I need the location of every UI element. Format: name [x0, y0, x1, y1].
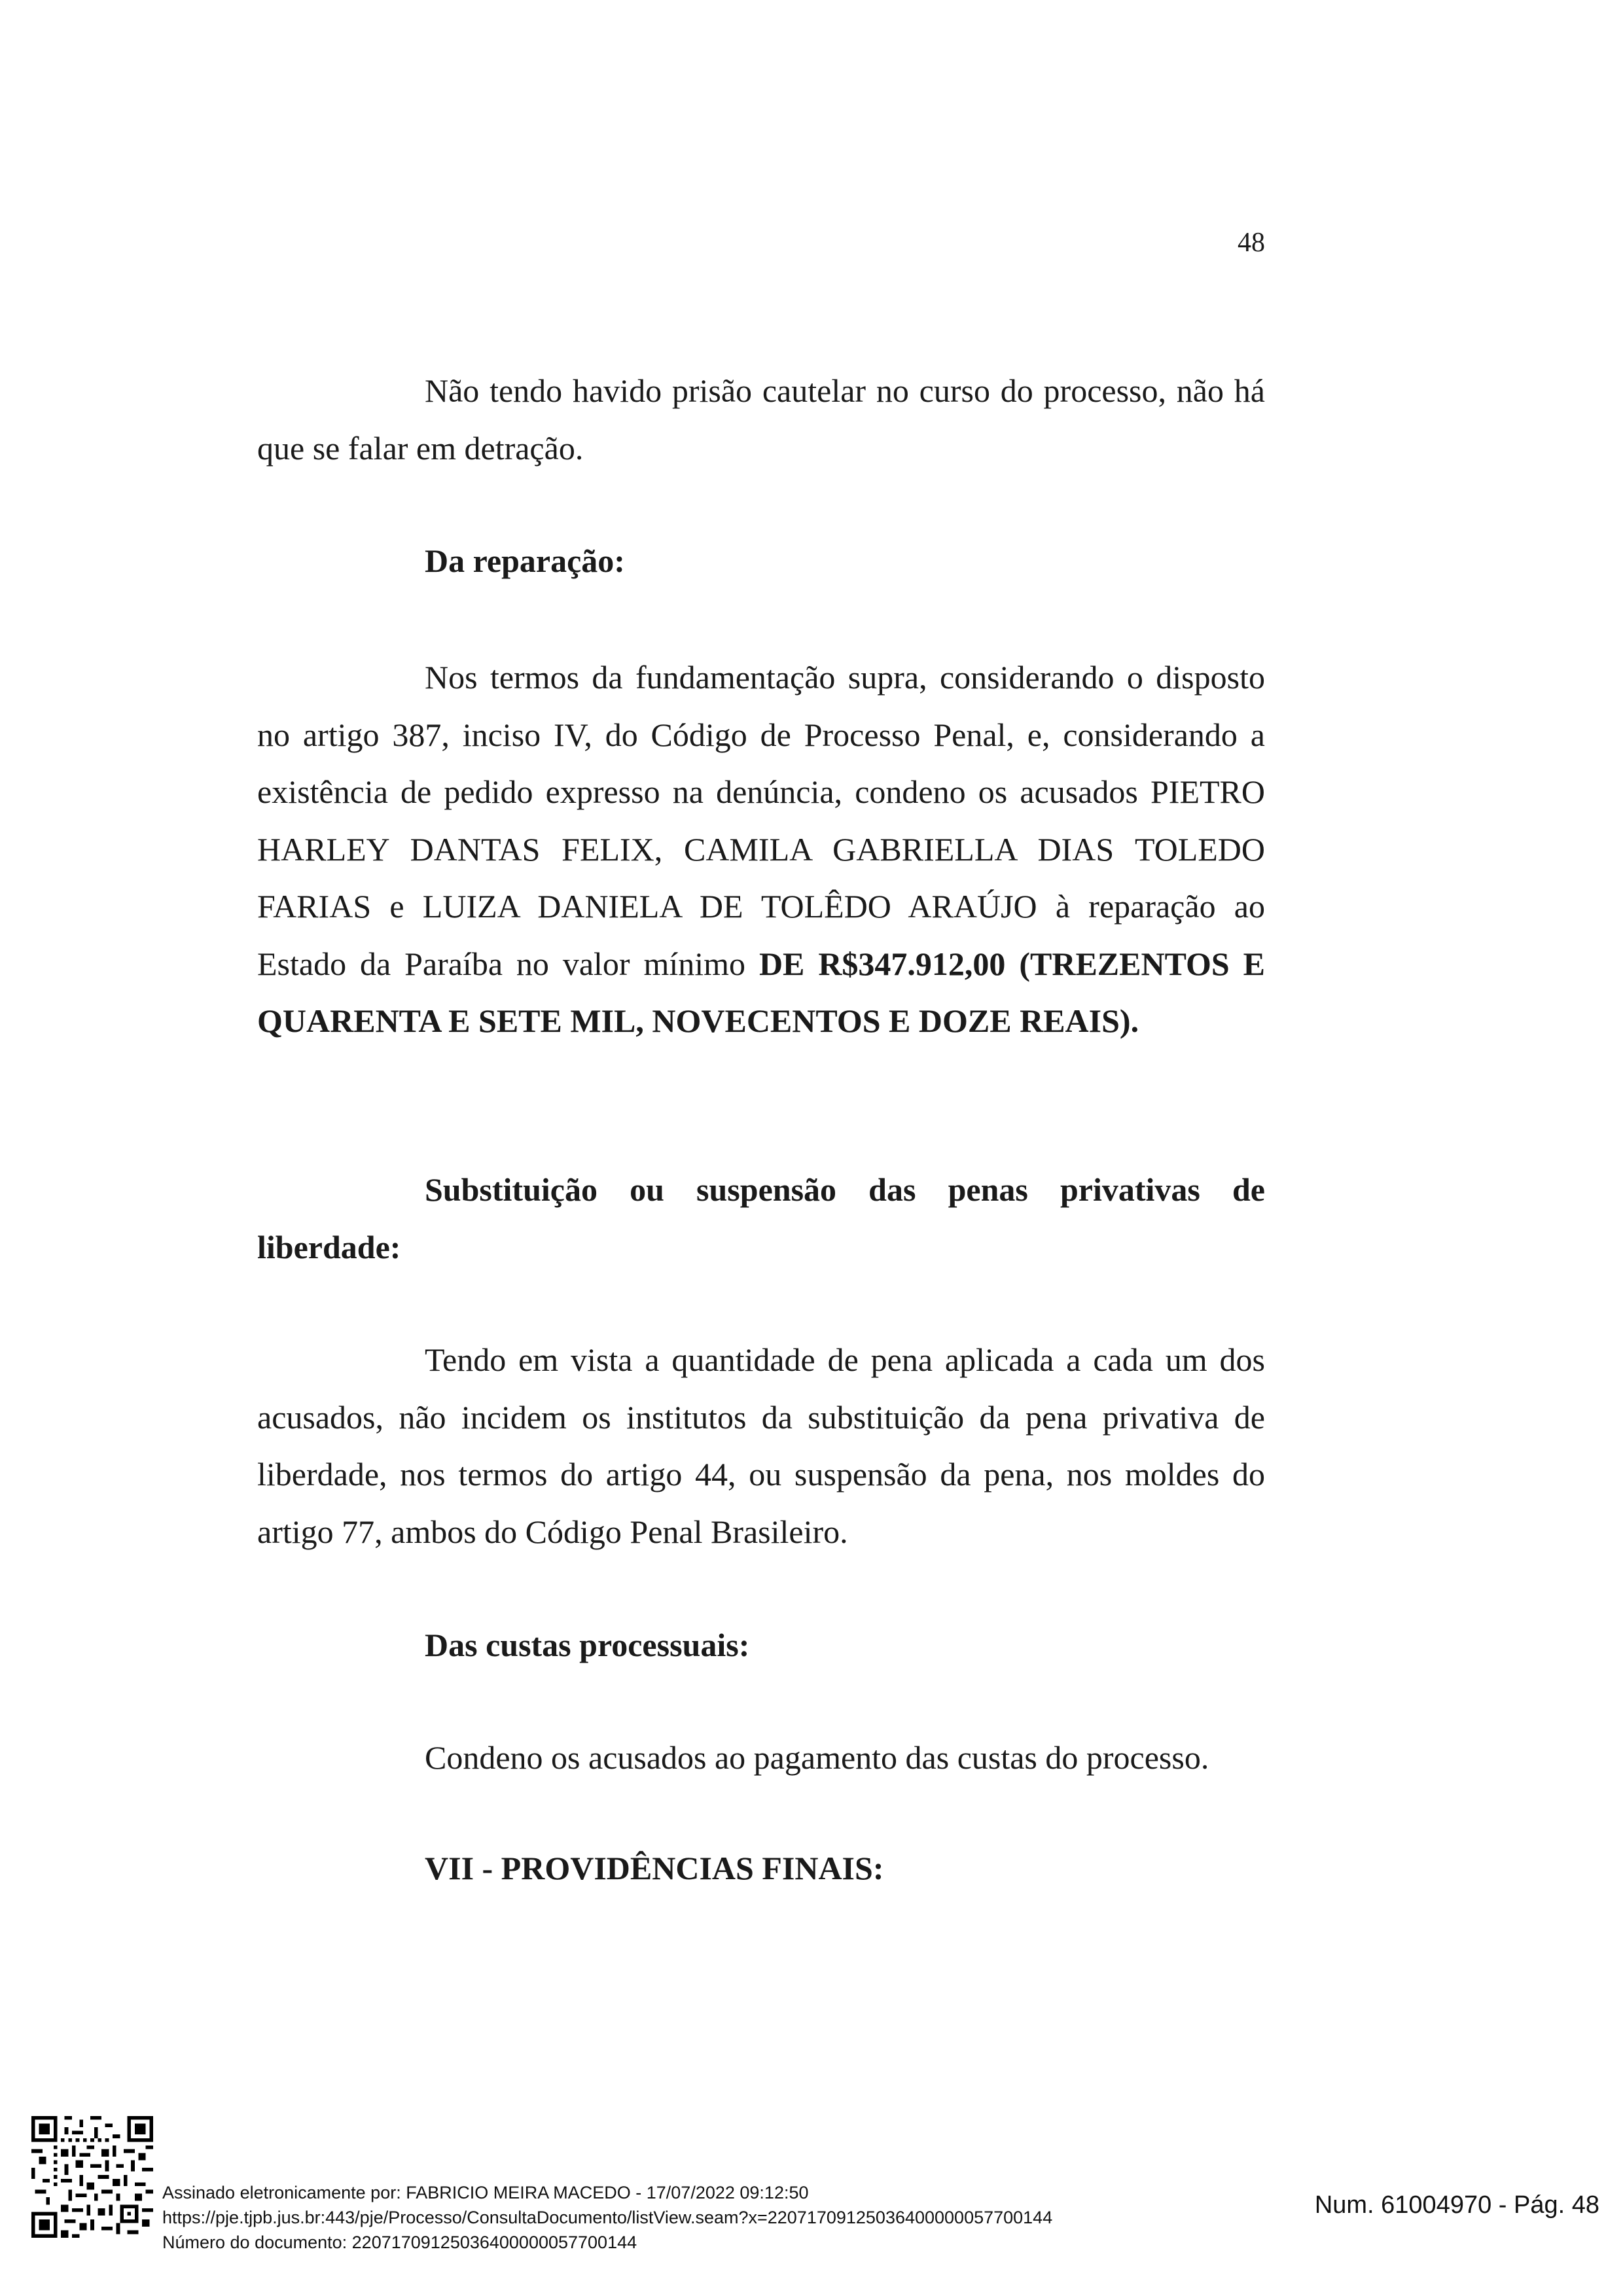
qr-code-icon[interactable] — [31, 2116, 153, 2238]
heading-reparacao: Da reparação: — [425, 542, 625, 579]
page-number: 48 — [1238, 228, 1265, 258]
document-url-link[interactable]: https://pje.tjpb.jus.br:443/pje/Processo/ConsultaDocumento/listView.seam?x=22071709125036400000057700144 — [162, 2208, 1053, 2227]
body-section-custas — [257, 1729, 1265, 1787]
heading-providencias-finais: VII - PROVIDÊNCIAS FINAIS: — [425, 1850, 884, 1886]
paragraph-reparacao — [257, 649, 1265, 1050]
heading-custas: Das custas processuais: — [425, 1627, 750, 1663]
paragraph-detracao: Não tendo havido prisão cautelar no curso do processo, não há que se falar em detração. — [257, 372, 1265, 467]
body-section-reparacao — [257, 649, 1265, 1050]
body-section-custas-heading — [257, 1617, 1265, 1674]
heading-substituicao — [257, 1161, 1265, 1219]
document-number-line: Número do documento: 22071709125036400000057700144 — [162, 2233, 637, 2252]
heading-substituicao-line-2: liberdade: — [257, 1228, 401, 1265]
body-section-detracao — [257, 362, 1265, 477]
signed-by-line: Assinado eletronicamente por: FABRICIO MEIRA MACEDO - 17/07/2022 09:12:50 — [162, 2183, 809, 2202]
paragraph-custas: Condeno os acusados ao pagamento das custas do processo. — [425, 1739, 1209, 1776]
heading-substituicao-line-1: Substituição ou suspensão das penas privativas de — [425, 1171, 1265, 1208]
body-section-substituicao-heading — [257, 1161, 1265, 1276]
document-footer — [0, 2113, 1623, 2252]
signature-block — [162, 2180, 1052, 2255]
body-section-substituicao — [257, 1332, 1265, 1561]
document-page-label: Num. 61004970 - Pág. 48 — [1314, 2191, 1599, 2219]
paragraph-reparacao-amount: DE R$347.912,00 (TREZENTOS E QUARENTA E SETE MIL, NOVECENTOS E DOZE REAIS). — [257, 945, 1265, 1039]
body-section-providencias-heading — [257, 1840, 1265, 1898]
paragraph-substituicao: Tendo em vista a quantidade de pena aplicada a cada um dos acusados, não incidem os institutos da substituição da pena privativa de liberdade, nos termos do artigo 44, ou suspensão da pena, nos moldes do artigo 77, ambos do Código Penal Brasileiro. — [257, 1341, 1265, 1550]
paragraph-reparacao-text: Nos termos da fundamentação supra, considerando o disposto no artigo 387, inciso IV, do Código de Processo Penal, e, considerando a existência de pedido expresso na denúncia, condeno os acusados PIETRO HARLEY DANTAS FELIX, CAMILA GABRIELLA DIAS TOLEDO FARIAS e LUIZA DANIELA DE TOLÊDO ARAÚJO à reparação ao Estado da Paraíba no valor mínimo — [257, 659, 1265, 982]
body-section-reparacao-heading — [257, 533, 1265, 590]
